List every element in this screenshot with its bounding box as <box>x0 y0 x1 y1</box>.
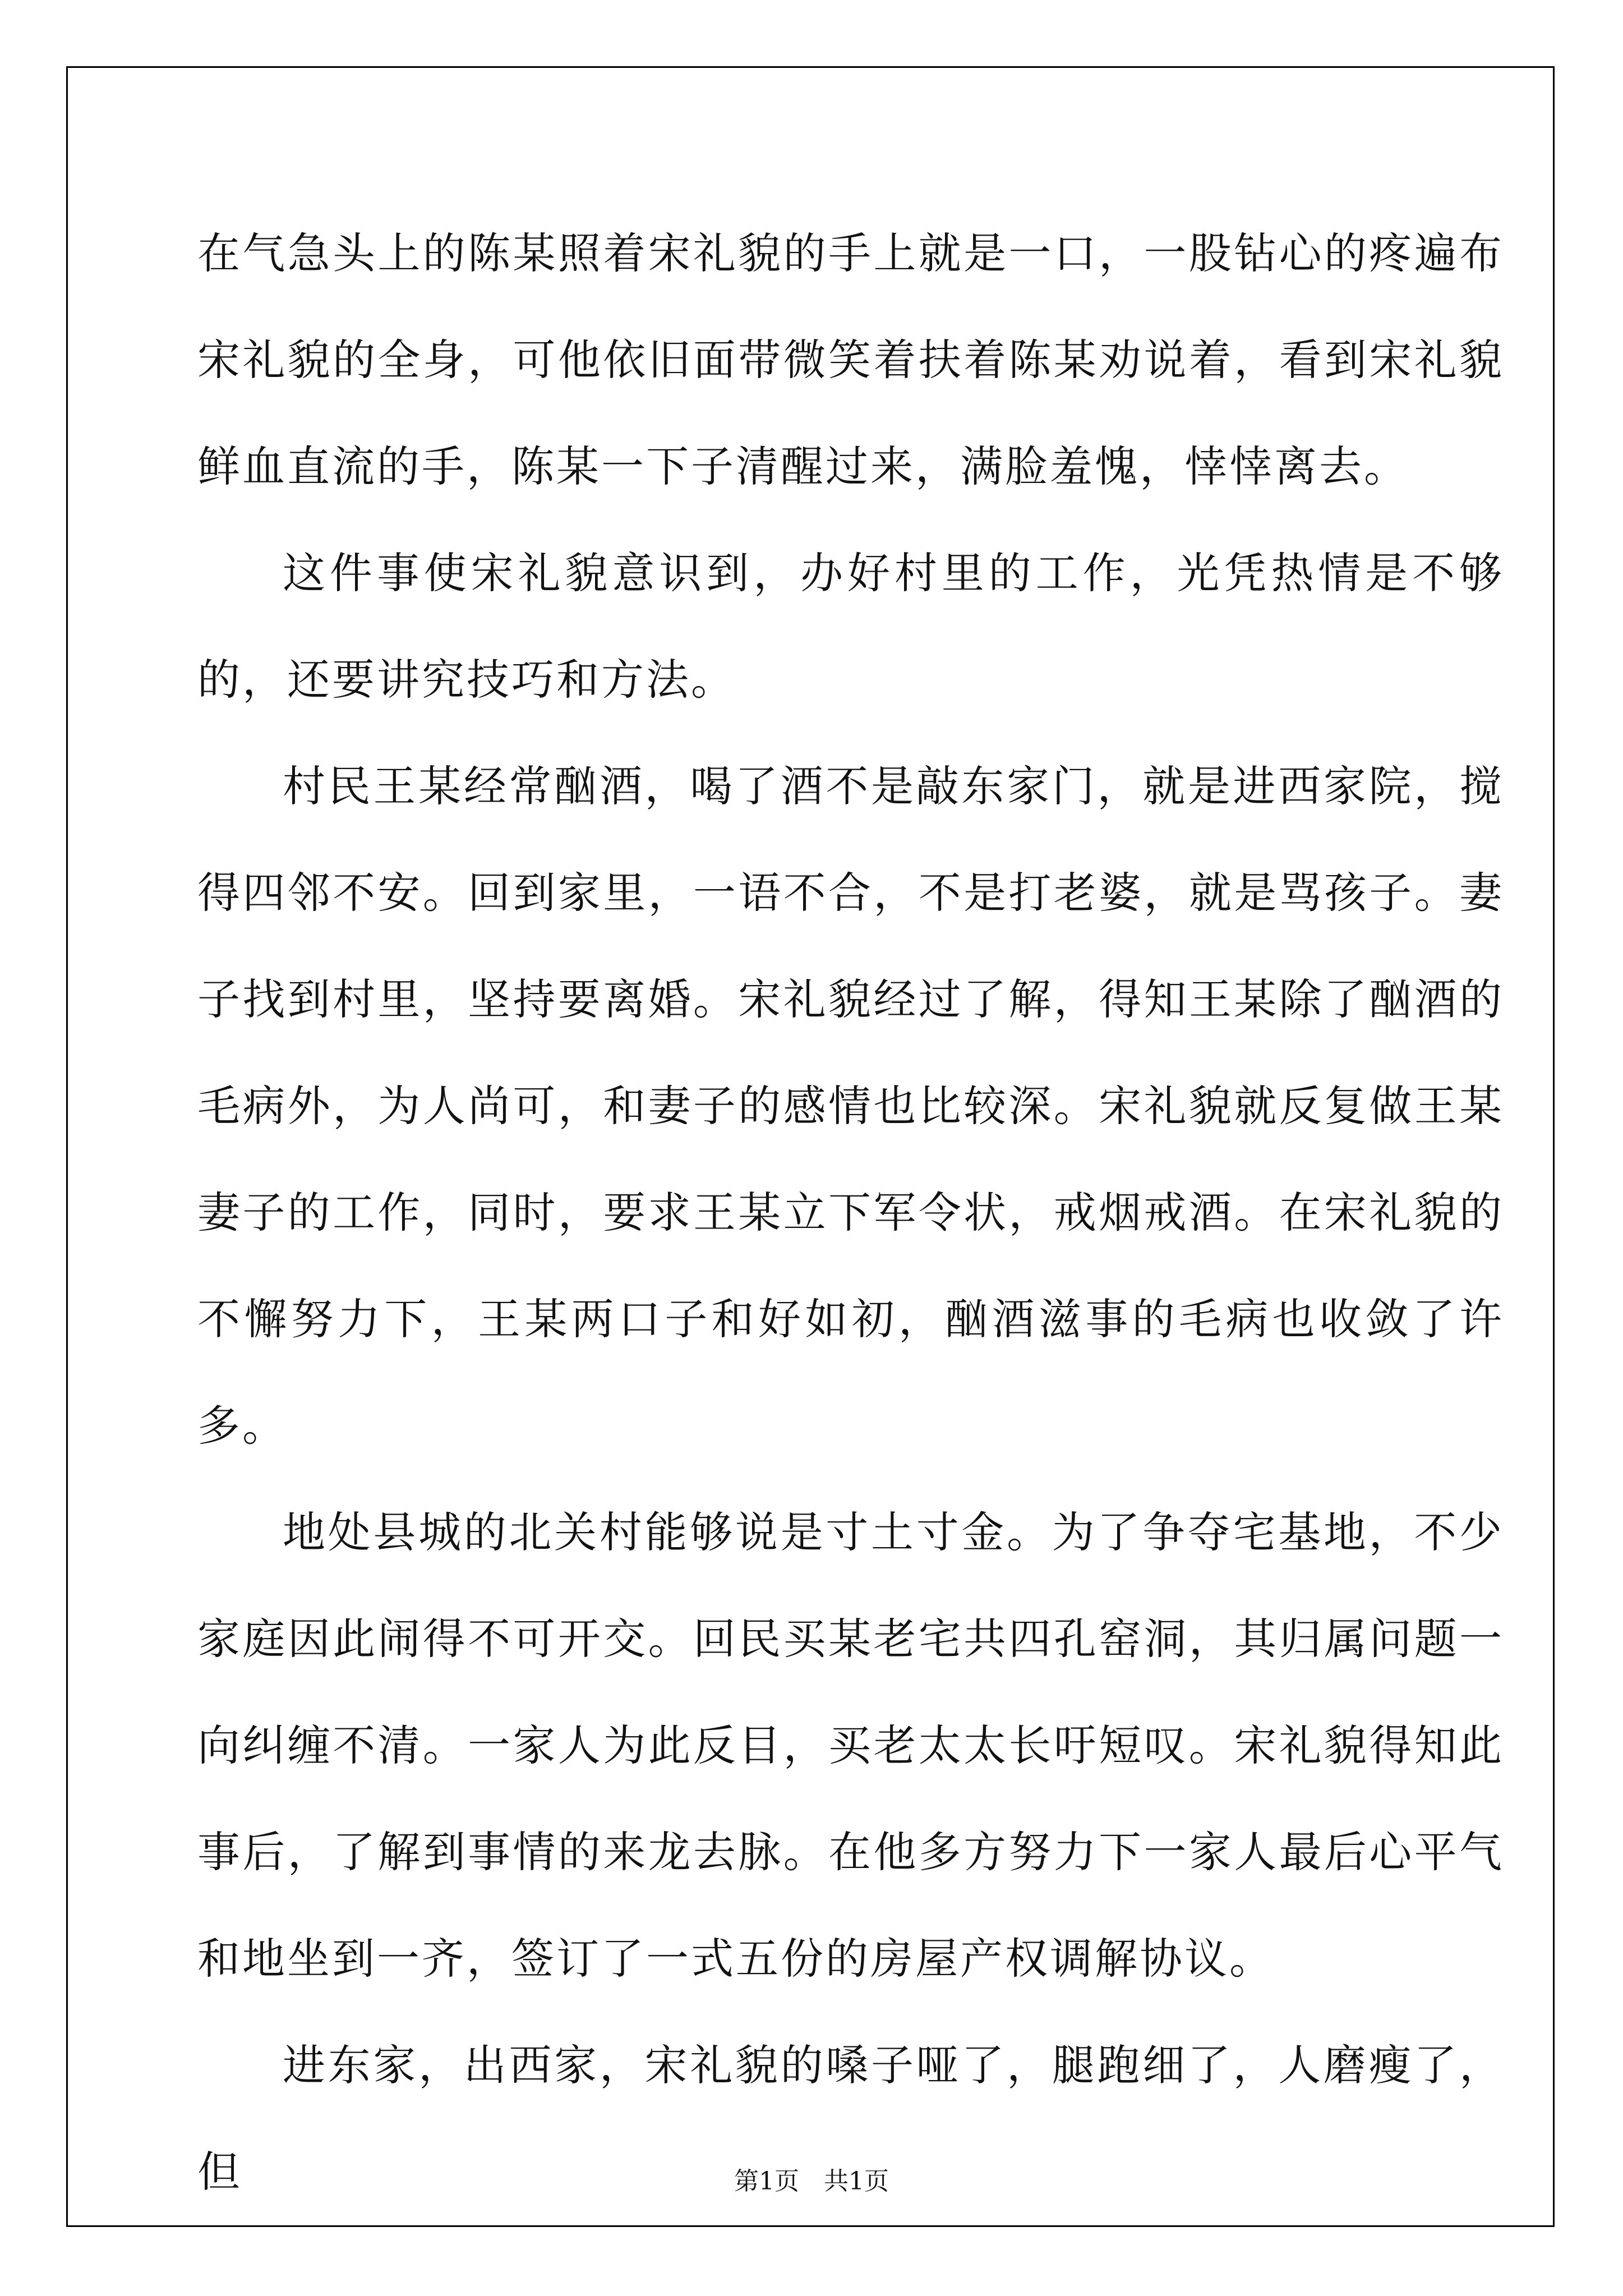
paragraph-3: 村民王某经常酗酒，喝了酒不是敲东家门，就是进西家院，搅得四邻不安。回到家里，一语不合，不是打老婆，就是骂孩子。妻子找到村里，坚持要离婚。宋礼貌经过了解，得知王某除了酗酒的毛病外，为人尚可，和妻子的感情也比较深。宋礼貌就反复做王某妻子的工作，同时，要求王某立下军令状，戒烟戒酒。在宋礼貌的不懈努力下，王某两口子和好如初，酗酒滋事的毛病也收敛了许多。 <box>197 761 1504 1451</box>
page-footer: 第1页 共1页 <box>734 2167 889 2196</box>
paragraph-2: 这件事使宋礼貌意识到，办好村里的工作，光凭热情是不够的，还要讲究技巧和方法。 <box>197 548 1504 705</box>
paragraph-5: 进东家，出西家，宋礼貌的嗓子哑了，腿跑细了，人磨瘦了，但 <box>197 2040 1504 2197</box>
paragraph-1: 在气急头上的陈某照着宋礼貌的手上就是一口，一股钻心的疼遍布宋礼貌的全身，可他依旧面带微笑着扶着陈某劝说着，看到宋礼貌鲜血直流的手，陈某一下子清醒过来，满脸羞愧，悻悻离去。 <box>197 228 1504 491</box>
paragraph-4: 地处县城的北关村能够说是寸土寸金。为了争夺宅基地，不少家庭因此闹得不可开交。回民买某老宅共四孔窑洞，其归属问题一向纠缠不清。一家人为此反目，买老太太长吁短叹。宋礼貌得知此事后，了解到事情的来龙去脉。在他多方努力下一家人最后心平气和地坐到一齐，签订了一式五份的房屋产权调解协议。 <box>197 1507 1504 1984</box>
document-body <box>197 200 1504 2225</box>
